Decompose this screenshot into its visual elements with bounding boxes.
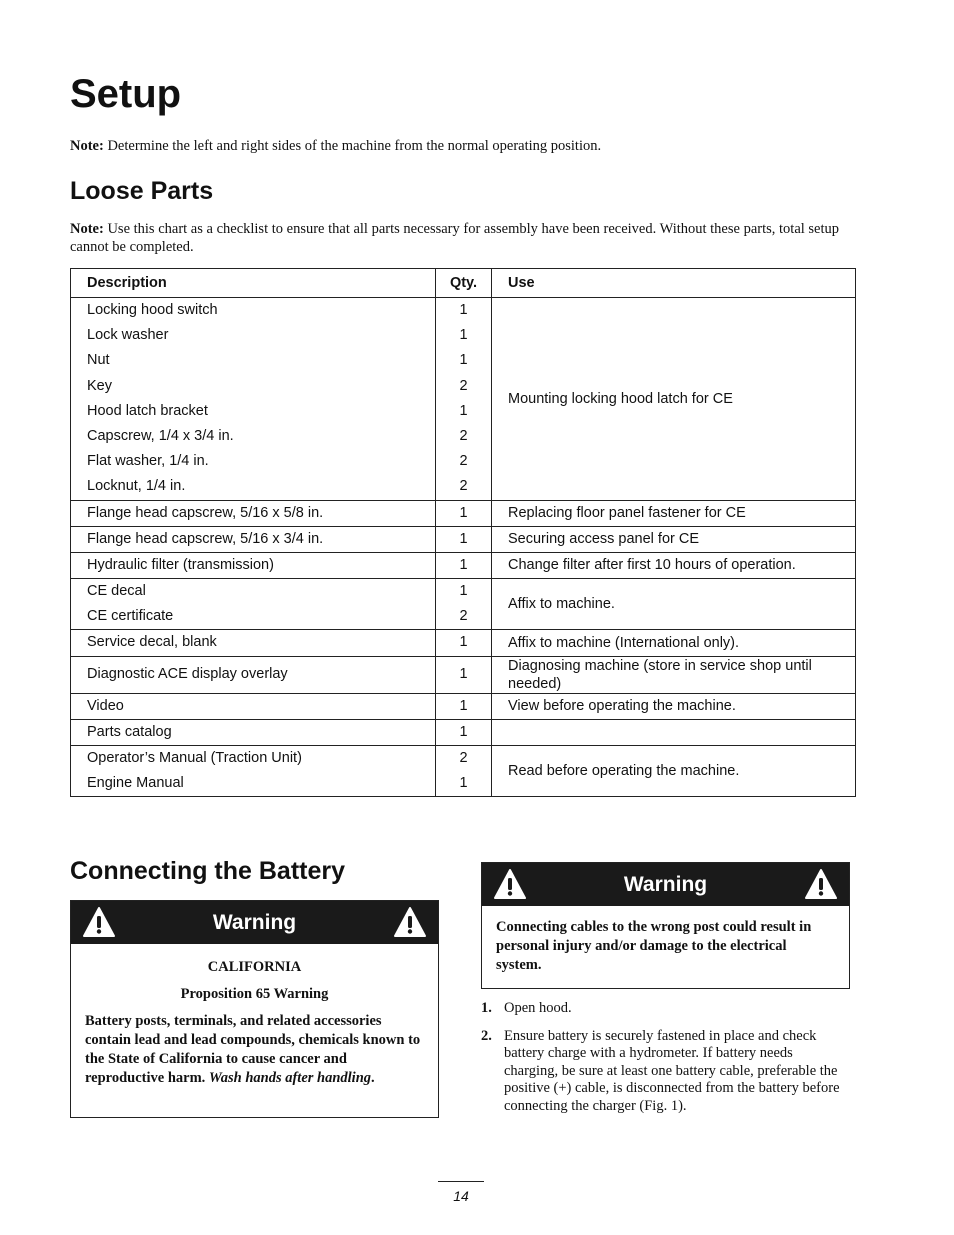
part-qty: 1 xyxy=(459,504,468,521)
part-description: Lock washer xyxy=(87,327,169,344)
table-row xyxy=(71,656,856,693)
use-cell xyxy=(492,630,856,656)
description-cell xyxy=(71,746,436,797)
footer-divider xyxy=(438,1181,484,1182)
qty-cell xyxy=(436,500,492,526)
qty-cell xyxy=(436,693,492,719)
part-description: Flange head capscrew, 5/16 x 5/8 in. xyxy=(87,504,324,521)
note-checklist xyxy=(70,220,840,256)
step-number: 2. xyxy=(481,1027,492,1044)
part-qty: 1 xyxy=(459,697,468,714)
qty-cell xyxy=(436,579,492,630)
part-description: Capscrew, 1/4 x 3/4 in. xyxy=(87,427,234,444)
part-qty: 1 xyxy=(459,634,468,651)
note-label: Note: xyxy=(70,138,104,154)
part-qty: 1 xyxy=(459,666,468,683)
part-description: Video xyxy=(87,697,124,714)
qty-cell xyxy=(436,746,492,797)
table-row xyxy=(71,526,856,552)
part-qty: 1 xyxy=(459,530,468,547)
use-cell xyxy=(492,298,856,501)
warning-triangle-icon xyxy=(804,868,838,900)
page-title: Setup xyxy=(70,72,182,116)
description-cell xyxy=(71,579,436,630)
part-qty: 1 xyxy=(459,556,468,573)
part-use: View before operating the machine. xyxy=(508,698,736,715)
connecting-battery-heading: Connecting the Battery xyxy=(70,857,346,885)
table-row xyxy=(71,693,856,719)
table-row xyxy=(71,552,856,578)
part-qty: 2 xyxy=(459,608,468,625)
warning-body: Connecting cables to the wrong post could result in personal injury and/or damage to the electrical system. xyxy=(496,919,812,973)
part-description: Parts catalog xyxy=(87,723,172,740)
use-cell xyxy=(492,719,856,745)
column-header-qty: Qty. xyxy=(436,269,492,298)
warning-line-prop65: Proposition 65 Warning xyxy=(180,986,329,1002)
description-cell xyxy=(71,630,436,656)
warning-text-emphasis: Wash hands after handling xyxy=(208,1070,372,1086)
part-qty: 2 xyxy=(459,453,468,470)
table-header-row xyxy=(71,269,856,298)
part-use: Diagnosing machine (store in service shop until needed) xyxy=(508,657,812,692)
part-qty: 2 xyxy=(459,377,468,394)
note-label: Note: xyxy=(70,221,104,237)
description-cell xyxy=(71,656,436,693)
description-cell xyxy=(71,526,436,552)
battery-steps-list xyxy=(481,1000,849,1125)
part-description: Flat washer, 1/4 in. xyxy=(87,453,209,470)
part-description: Hood latch bracket xyxy=(87,402,208,419)
step-text: Open hood. xyxy=(504,1000,572,1016)
part-use: Change filter after first 10 hours of operation. xyxy=(508,557,796,574)
loose-parts-heading: Loose Parts xyxy=(70,177,214,205)
part-description: CE certificate xyxy=(87,608,174,625)
note-operating-position xyxy=(70,137,601,155)
part-qty: 2 xyxy=(459,750,468,766)
part-description: Nut xyxy=(87,352,110,369)
part-qty: 1 xyxy=(459,402,468,419)
use-cell xyxy=(492,693,856,719)
description-cell xyxy=(71,693,436,719)
part-description: Key xyxy=(87,377,112,394)
warning-header xyxy=(71,901,438,944)
use-cell xyxy=(492,552,856,578)
part-qty: 2 xyxy=(459,478,468,495)
part-qty: 1 xyxy=(459,723,468,740)
prop65-warning-box xyxy=(70,900,439,1118)
description-cell xyxy=(71,719,436,745)
part-use: Affix to machine. xyxy=(508,596,615,613)
qty-cell xyxy=(436,526,492,552)
use-cell xyxy=(492,500,856,526)
list-item xyxy=(481,1000,849,1018)
qty-cell xyxy=(436,552,492,578)
qty-cell xyxy=(436,298,492,501)
table-row xyxy=(71,746,856,797)
table-row xyxy=(71,579,856,630)
part-description: Locking hood switch xyxy=(87,302,218,318)
table-row xyxy=(71,630,856,656)
use-cell xyxy=(492,746,856,797)
qty-cell xyxy=(436,630,492,656)
column-header-description: Description xyxy=(71,269,436,298)
part-description: Engine Manual xyxy=(87,775,184,792)
table-row xyxy=(71,298,856,501)
warning-body xyxy=(71,944,438,1088)
part-description: Service decal, blank xyxy=(87,634,217,651)
loose-parts-table xyxy=(70,268,856,797)
part-description: CE decal xyxy=(87,583,146,600)
part-description: Flange head capscrew, 5/16 x 3/4 in. xyxy=(87,530,324,547)
part-use: Read before operating the machine. xyxy=(508,763,740,780)
warning-title: Warning xyxy=(623,873,708,896)
part-qty: 1 xyxy=(459,327,468,344)
part-qty: 1 xyxy=(459,352,468,369)
table-row xyxy=(71,719,856,745)
step-number: 1. xyxy=(481,1000,492,1016)
part-use: Securing access panel for CE xyxy=(508,531,700,548)
warning-text-main: Battery posts, terminals, and related accessories contain lead and lead compounds, chemicals known to the State of California to cause cancer and reproductive harm. xyxy=(85,1013,421,1086)
part-description: Operator’s Manual (Traction Unit) xyxy=(87,750,302,766)
part-use: Affix to machine (International only). xyxy=(508,635,740,652)
warning-text xyxy=(85,1012,424,1088)
page-number: 14 xyxy=(453,1188,469,1204)
description-cell xyxy=(71,500,436,526)
warning-text-end: . xyxy=(371,1070,375,1086)
use-cell xyxy=(492,526,856,552)
part-use: Replacing floor panel fastener for CE xyxy=(508,505,746,522)
note-text: Use this chart as a checklist to ensure that all parts necessary for assembly have been received. Without these parts, total setup cannot be completed. xyxy=(70,221,840,255)
part-use: Mounting locking hood latch for CE xyxy=(508,390,733,407)
part-description: Locknut, 1/4 in. xyxy=(87,478,186,495)
qty-cell xyxy=(436,719,492,745)
table-row xyxy=(71,500,856,526)
warning-title: Warning xyxy=(212,911,297,934)
use-cell xyxy=(492,579,856,630)
table-body xyxy=(71,298,856,797)
list-item xyxy=(481,1028,849,1116)
part-qty: 1 xyxy=(459,775,468,792)
step-text: Ensure battery is securely fastened in place and check battery charge with a hydrometer. If battery needs charging, be sure at least one battery cable, preferable the positive (+) cable, is disconnected from the battery before connecting the charger (Fig. 1). xyxy=(504,1027,840,1114)
note-text: Determine the left and right sides of the machine from the normal operating position. xyxy=(103,138,602,154)
warning-triangle-icon xyxy=(393,906,427,938)
part-qty: 2 xyxy=(459,427,468,444)
warning-line-california: CALIFORNIA xyxy=(207,959,302,975)
use-cell xyxy=(492,656,856,693)
column-header-use: Use xyxy=(492,269,856,298)
description-cell xyxy=(71,298,436,501)
part-qty: 1 xyxy=(459,583,468,600)
part-description: Hydraulic filter (transmission) xyxy=(87,556,274,573)
wrong-post-warning-box xyxy=(481,862,850,989)
description-cell xyxy=(71,552,436,578)
warning-header xyxy=(482,863,849,906)
part-qty: 1 xyxy=(459,302,468,318)
part-description: Diagnostic ACE display overlay xyxy=(87,666,288,683)
qty-cell xyxy=(436,656,492,693)
